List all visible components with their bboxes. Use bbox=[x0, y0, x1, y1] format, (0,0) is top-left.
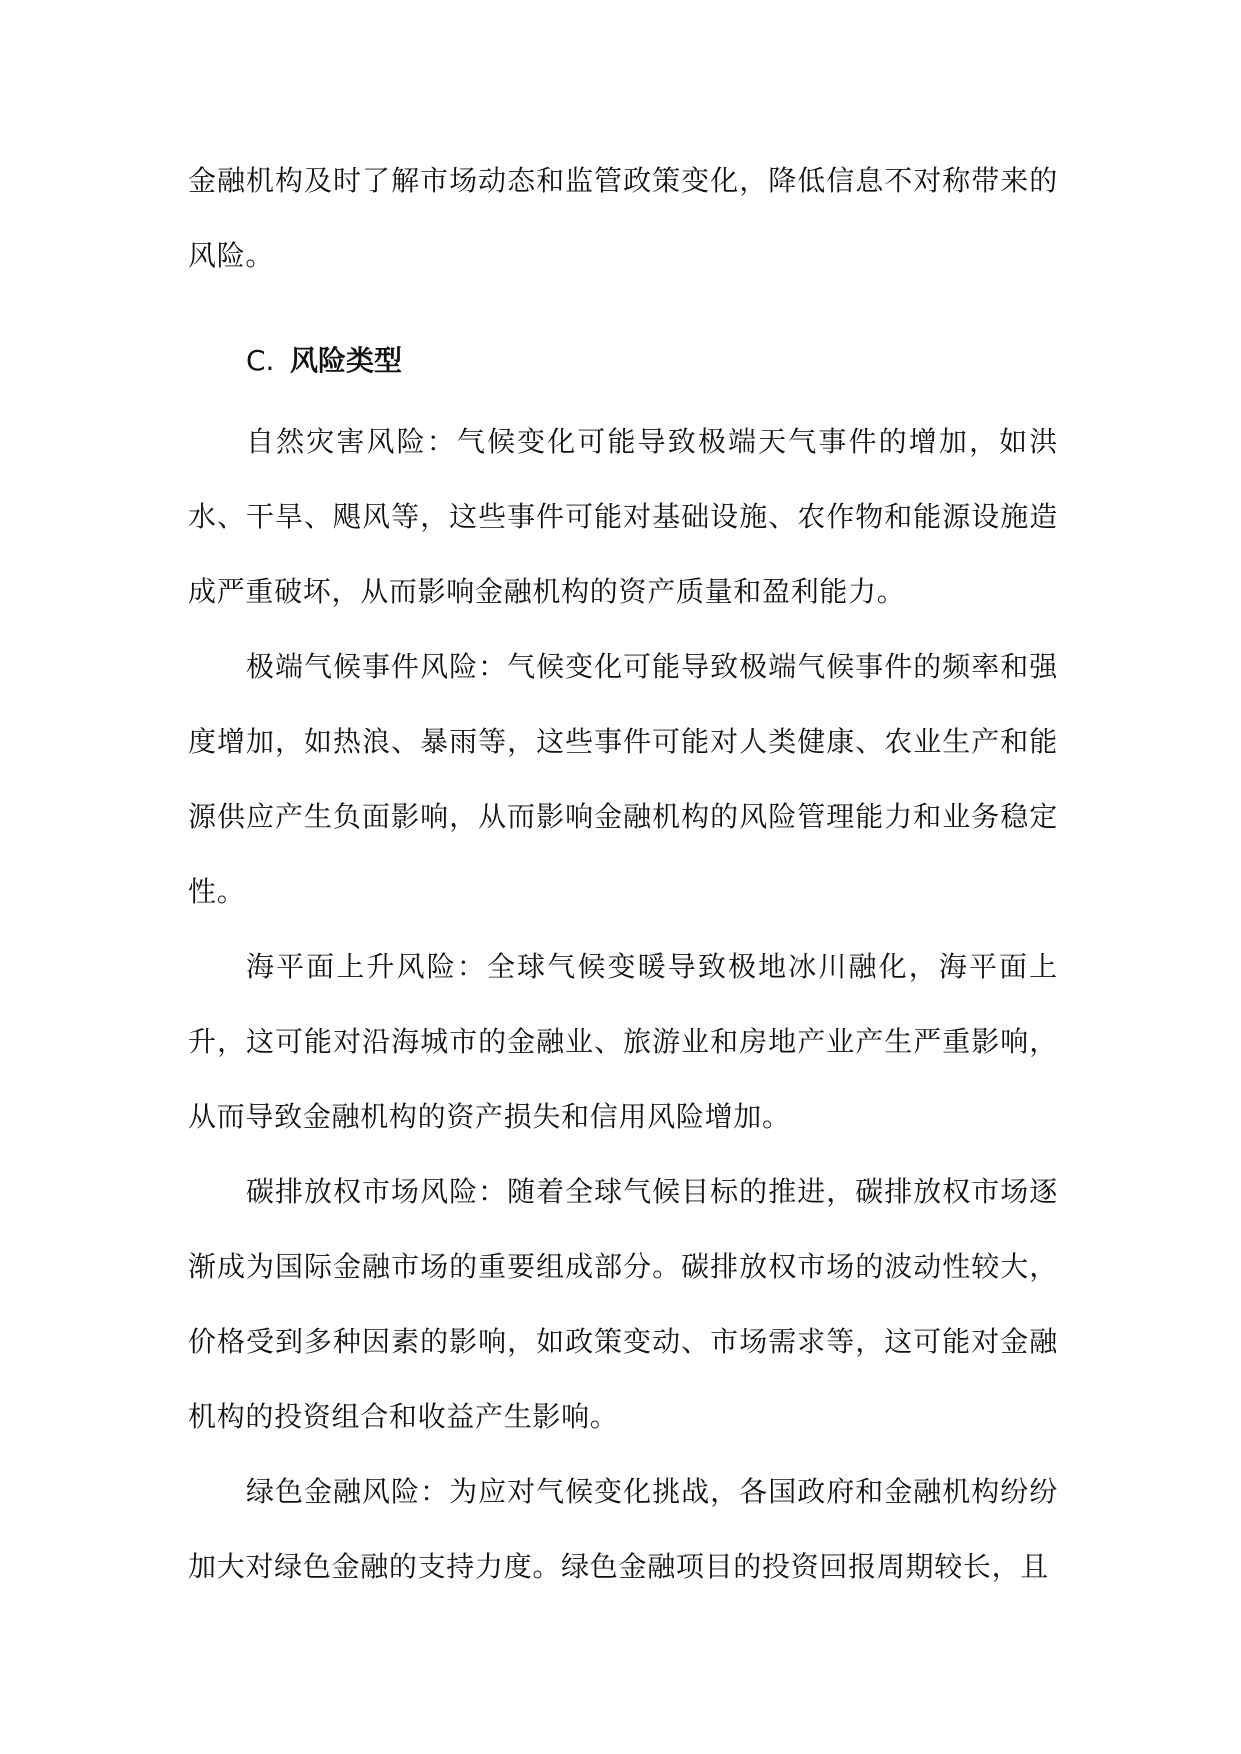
section-letter: C. bbox=[246, 344, 275, 377]
section-title: 风险类型 bbox=[290, 344, 403, 377]
spacer bbox=[188, 293, 1058, 323]
paragraph-green-finance-risk: 绿色金融风险：为应对气候变化挑战，各国政府和金融机构纷纷加大对绿色金融的支持力度。绿色金融项目的投资回报周期较长，且 bbox=[188, 1475, 1058, 1583]
paragraph-sea-level-risk: 海平面上升风险：全球气候变暖导致极地冰川融化，海平面上升，这可能对沿海城市的金融业、旅游业和房地产业产生严重影响，从而导致金融机构的资产损失和信用风险增加。 bbox=[188, 950, 1058, 1133]
paragraph-carbon-market-risk: 碳排放权市场风险：随着全球气候目标的推进，碳排放权市场逐渐成为国际金融市场的重要组成部分。碳排放权市场的波动性较大，价格受到多种因素的影响，如政策变动、市场需求等，这可能对金融机构的投资组合和收益产生影响。 bbox=[188, 1175, 1058, 1433]
section-heading bbox=[188, 323, 1058, 398]
paragraph-natural-disaster-risk: 自然灾害风险：气候变化可能导致极端天气事件的增加，如洪水、干旱、飓风等，这些事件可能对基础设施、农作物和能源设施造成严重破坏，从而影响金融机构的资产质量和盈利能力。 bbox=[188, 425, 1058, 608]
page-body bbox=[188, 143, 1058, 1604]
continued-paragraph: 金融机构及时了解市场动态和监管政策变化，降低信息不对称带来的风险。 bbox=[188, 164, 1058, 272]
paragraph-extreme-climate-risk: 极端气候事件风险：气候变化可能导致极端气候事件的频率和强度增加，如热浪、暴雨等，这些事件可能对人类健康、农业生产和能源供应产生负面影响，从而影响金融机构的风险管理能力和业务稳定性。 bbox=[188, 650, 1058, 908]
